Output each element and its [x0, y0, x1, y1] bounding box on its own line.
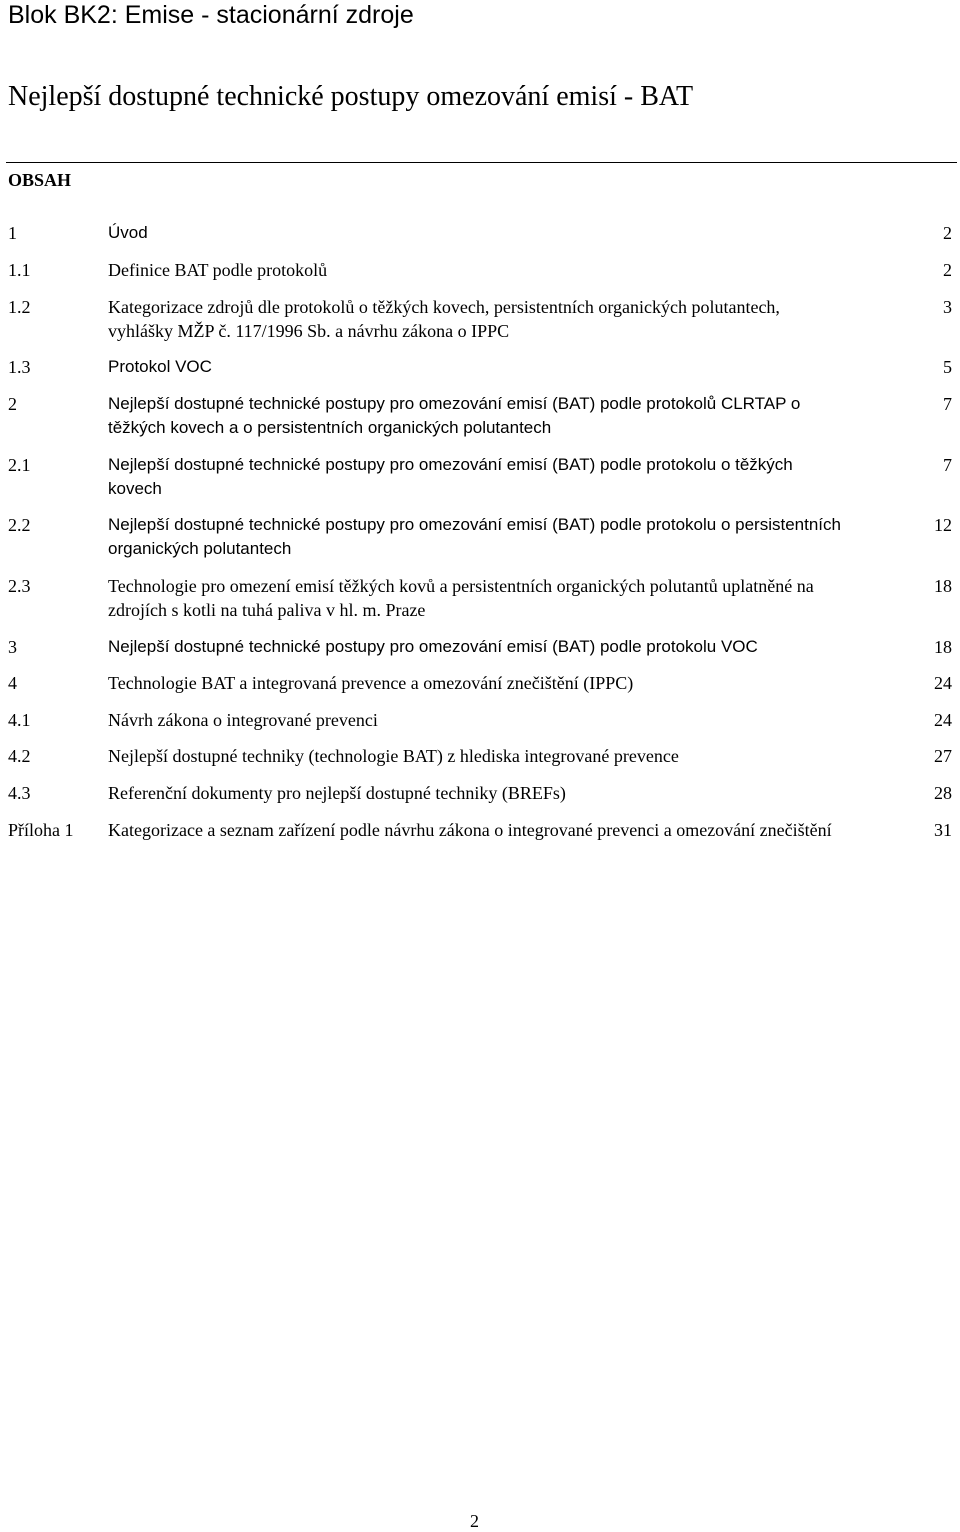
- horizontal-rule: [6, 162, 957, 163]
- page-number: 2: [470, 1511, 479, 1531]
- toc-entry-page: 18: [934, 576, 952, 596]
- toc-entry-page: 7: [943, 394, 952, 414]
- toc-entry-text: Technologie BAT a integrovaná prevence a omezování znečištění (IPPC): [108, 673, 634, 693]
- toc-entry-page: 2: [943, 223, 952, 243]
- toc-entry-text: Nejlepší dostupné techniky (technologie BAT) z hlediska integrované prevence: [108, 746, 679, 766]
- toc-entry-text: Úvod: [108, 223, 148, 242]
- toc-entry-text: Nejlepší dostupné technické postupy pro omezování emisí (BAT) podle protokolu o persistentních organických polutantech: [108, 515, 841, 558]
- document-subtitle: Nejlepší dostupné technické postupy omezování emisí - BAT: [8, 81, 694, 112]
- toc-entry-number: 4.2: [8, 746, 31, 766]
- toc-entry-number: 2.1: [8, 455, 31, 475]
- toc-entry-page: 5: [943, 357, 952, 377]
- toc-entry-number: 3: [8, 637, 17, 657]
- toc-entry-text: Protokol VOC: [108, 357, 212, 376]
- toc-entry-number: 4.3: [8, 783, 31, 803]
- toc-entry-text: Návrh zákona o integrované prevenci: [108, 710, 378, 730]
- document-title: Blok BK2: Emise - stacionární zdroje: [8, 1, 414, 29]
- toc-entry-page: 27: [934, 746, 952, 766]
- toc-entry-number: 2.2: [8, 515, 31, 535]
- toc-entry-number: 2: [8, 394, 17, 414]
- toc-entry-page: 31: [934, 820, 952, 840]
- toc-entry-number: 1: [8, 223, 17, 243]
- toc-entry-text: Technologie pro omezení emisí těžkých kovů a persistentních organických polutantů uplatněné na zdrojích s kotli na tuhá paliva v hl. m. Praze: [108, 576, 814, 620]
- toc-entry-number: 1.3: [8, 357, 31, 377]
- toc-entry-page: 7: [943, 455, 952, 475]
- toc-entry-text: Kategorizace a seznam zařízení podle návrhu zákona o integrované prevenci a omezování znečištění: [108, 820, 832, 840]
- toc-entry-number: 4: [8, 673, 17, 693]
- toc-entry-page: 24: [934, 673, 952, 693]
- toc-entry-text: Nejlepší dostupné technické postupy pro omezování emisí (BAT) podle protokolu VOC: [108, 637, 758, 656]
- toc-entry-number: Příloha 1: [8, 820, 74, 840]
- toc-entry-page: 3: [943, 297, 952, 317]
- toc-entry-page: 24: [934, 710, 952, 730]
- toc-entry-page: 28: [934, 783, 952, 803]
- toc-entry-number: 1.2: [8, 297, 31, 317]
- toc-entry-text: Definice BAT podle protokolů: [108, 260, 328, 280]
- toc-heading: OBSAH: [8, 170, 72, 190]
- toc-entry-page: 2: [943, 260, 952, 280]
- toc-entry-number: 4.1: [8, 710, 31, 730]
- toc-entry-text: Nejlepší dostupné technické postupy pro omezování emisí (BAT) podle protokolu o těžkých kovech: [108, 455, 793, 498]
- toc-entry-page: 12: [934, 515, 952, 535]
- toc-entry-page: 18: [934, 637, 952, 657]
- toc-entry-text: Kategorizace zdrojů dle protokolů o těžkých kovech, persistentních organických polutantech, vyhlášky MŽP č. 117/1996 Sb. a návrhu zákona o IPPC: [108, 297, 780, 341]
- toc-entry-number: 2.3: [8, 576, 31, 596]
- toc-entry-text: Nejlepší dostupné technické postupy pro omezování emisí (BAT) podle protokolů CLRTAP o těžkých kovech a o persistentních organických polutantech: [108, 394, 801, 437]
- toc-entry-text: Referenční dokumenty pro nejlepší dostupné techniky (BREFs): [108, 783, 566, 803]
- toc-entry-number: 1.1: [8, 260, 31, 280]
